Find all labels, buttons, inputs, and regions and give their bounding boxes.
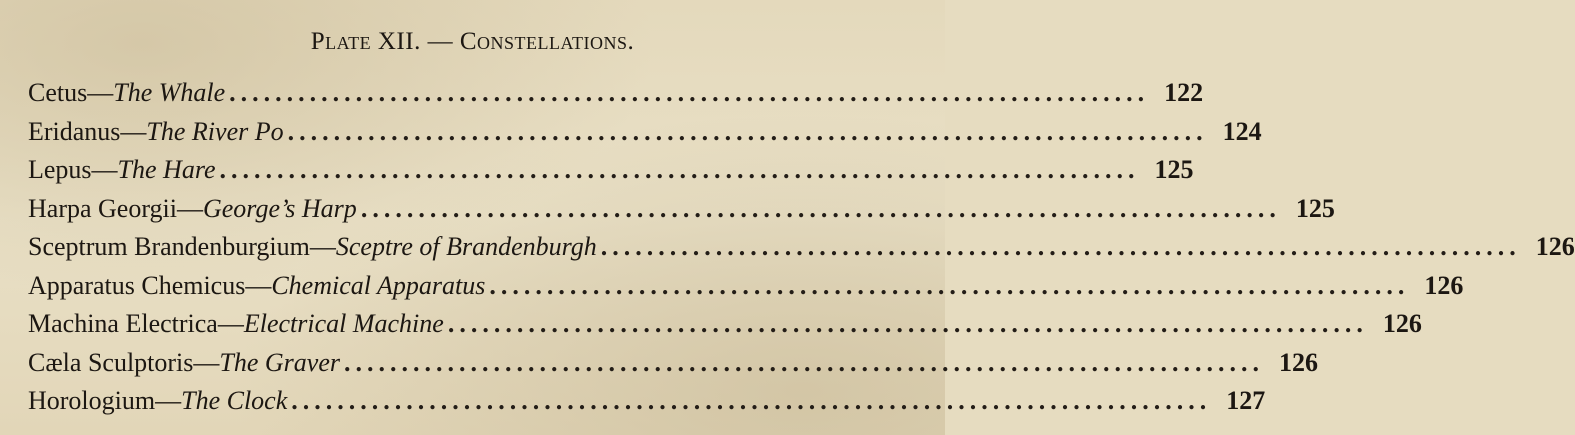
page-number: 126 xyxy=(1279,347,1318,377)
dash-separator: — xyxy=(91,155,118,184)
dot-leader: ................................................................................ xyxy=(447,309,1368,338)
english-name: The Hare xyxy=(117,155,216,184)
contents-entry xyxy=(28,305,1422,344)
latin-name: Machina Electrica xyxy=(28,309,218,338)
page-number: 125 xyxy=(1295,193,1335,223)
contents-entry xyxy=(28,190,1335,229)
english-name: The Whale xyxy=(113,78,226,107)
latin-name: Horologium xyxy=(28,386,156,415)
dash-separator: — xyxy=(245,270,272,300)
dash-separator: — xyxy=(193,347,220,377)
dot-leader: ................................................................................ xyxy=(360,193,1281,223)
english-name: The Clock xyxy=(181,386,288,415)
dash-separator: — xyxy=(309,232,336,261)
page-number: 126 xyxy=(1382,309,1422,338)
plate-heading: Plate XII. — Constellations. xyxy=(310,28,635,55)
dot-leader: ................................................................................ xyxy=(344,347,1264,377)
english-name: Sceptre of Brandenburgh xyxy=(335,232,597,261)
latin-name: Cetus xyxy=(28,78,88,107)
dash-separator: — xyxy=(120,116,147,146)
contents-entry xyxy=(28,382,1266,421)
contents-list xyxy=(28,74,1575,421)
contents-entry xyxy=(28,151,1194,190)
english-name: Electrical Machine xyxy=(243,309,444,338)
page-number: 126 xyxy=(1424,270,1464,300)
dash-separator: — xyxy=(217,309,244,338)
contents-entry xyxy=(28,113,1262,152)
latin-name: Eridanus xyxy=(28,116,121,146)
dot-leader: ................................................................................ xyxy=(600,232,1521,261)
latin-name: Sceptrum Brandenburgium xyxy=(28,232,310,261)
english-name: The River Po xyxy=(146,116,284,146)
contents-entry xyxy=(28,74,1204,113)
latin-name: Cæla Sculptoris xyxy=(28,347,194,377)
contents-entry xyxy=(28,344,1318,383)
page-number: 126 xyxy=(1535,232,1575,261)
dash-separator: — xyxy=(87,78,114,107)
page-number: 124 xyxy=(1222,116,1262,146)
dot-leader: ................................................................................ xyxy=(489,270,1410,300)
latin-name: Lepus xyxy=(28,155,92,184)
english-name: The Graver xyxy=(219,347,340,377)
english-name: Chemical Apparatus xyxy=(271,270,486,300)
dot-leader: ................................................................................ xyxy=(291,386,1212,415)
dash-separator: — xyxy=(155,386,182,415)
dash-separator: — xyxy=(176,193,203,223)
english-name: George’s Harp xyxy=(202,193,357,223)
contents-entry xyxy=(28,267,1464,306)
page-number: 122 xyxy=(1164,78,1204,107)
page-number: 127 xyxy=(1226,386,1266,415)
page-number: 125 xyxy=(1154,155,1194,184)
dot-leader: ................................................................................ xyxy=(219,155,1140,184)
dot-leader: ................................................................................ xyxy=(287,116,1208,146)
latin-name: Harpa Georgii xyxy=(28,193,177,223)
dot-leader: ................................................................................ xyxy=(229,78,1150,107)
contents-entry xyxy=(28,228,1575,267)
latin-name: Apparatus Chemicus xyxy=(28,270,246,300)
